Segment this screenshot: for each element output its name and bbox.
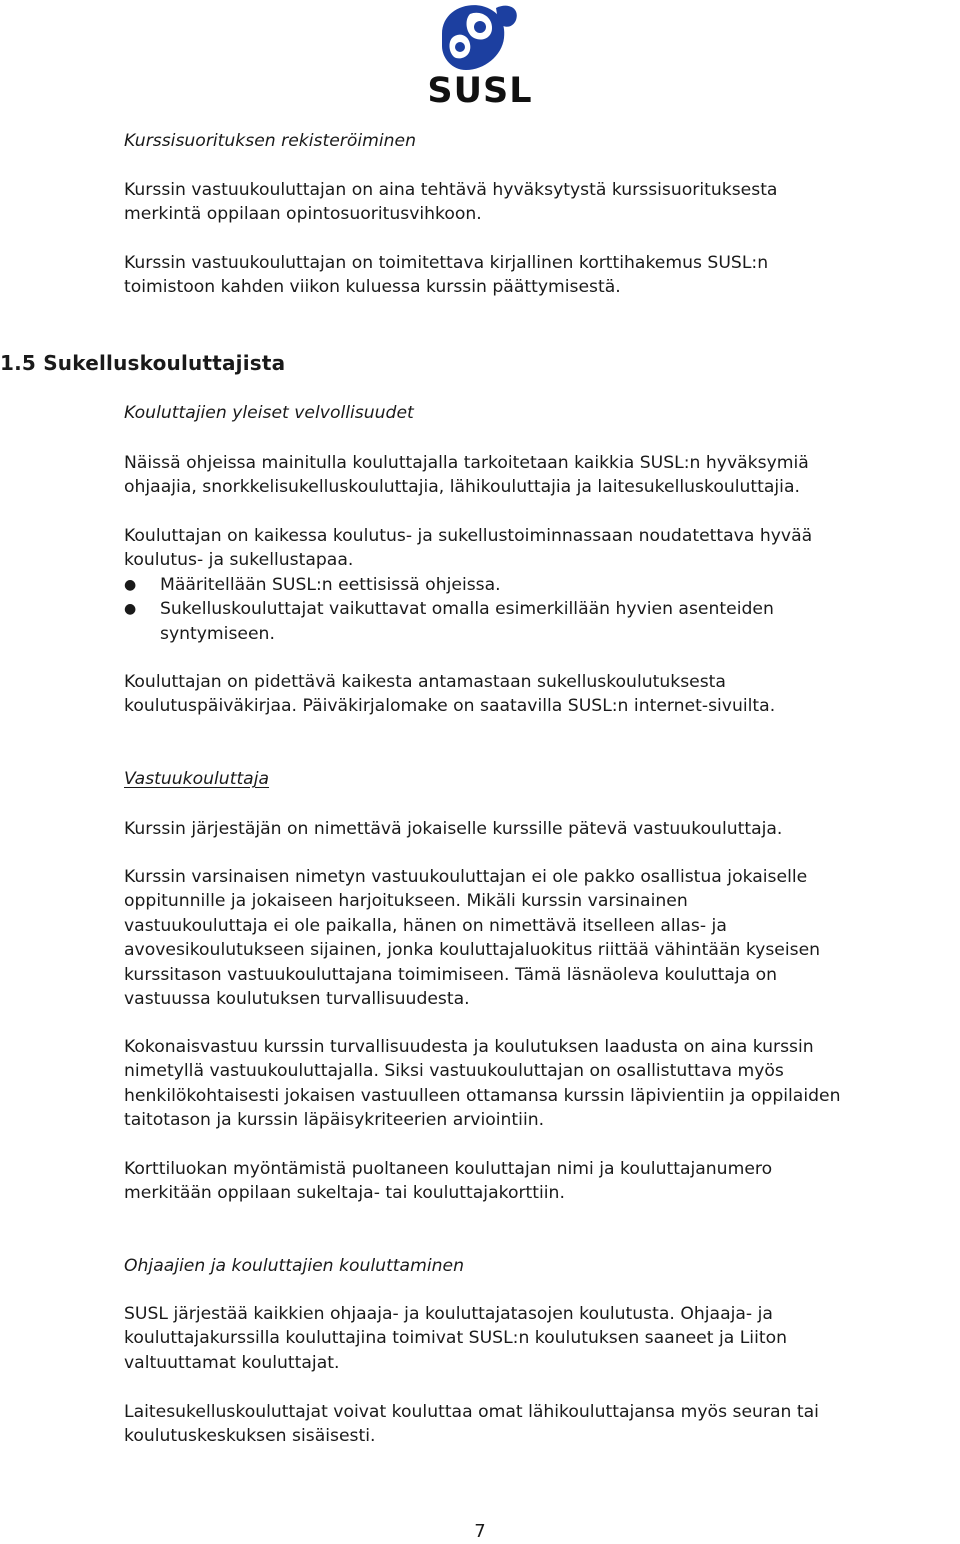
responsible-paragraph-3: Kokonaisvastuu kurssin turvallisuudesta ja koulutuksen laadusta on aina kurssin nimetyllä vastuukouluttajalla. Siksi vastuukouluttajan on osallistuttava myös henkilökohtaisesti jokaisen vastuulleen ottamansa kurssin läpivientiin ja oppilaiden taitotason ja kurssin läpäisykriteerien arviointiin. bbox=[124, 1037, 841, 1131]
duties-paragraph-1: Näissä ohjeissa mainitulla kouluttajalla tarkoitetaan kaikkia SUSL:n hyväksymiä ohjaajia, snorkkelisukelluskouluttajia, lähikouluttajia ja laitesukelluskouluttajia. bbox=[124, 453, 809, 498]
duties-heading: Kouluttajien yleiset velvollisuudet bbox=[124, 403, 414, 423]
chapter-heading: 1.5 Sukelluskouluttajista bbox=[0, 351, 286, 375]
bullet-item bbox=[124, 597, 774, 646]
duties-paragraph-3: Kouluttajan on pidettävä kaikesta antamastaan sukelluskoulutuksesta koulutuspäiväkirjaa. Päiväkirjalomake on saatavilla SUSL:n internet-sivuilta. bbox=[124, 672, 776, 717]
responsible-paragraph-1: Kurssin järjestäjän on nimettävä jokaiselle kurssille pätevä vastuukouluttaja. bbox=[124, 819, 783, 839]
bullet-dot-icon: ● bbox=[124, 577, 137, 593]
duties-bullet-list bbox=[124, 573, 774, 646]
training-heading: Ohjaajien ja kouluttajien kouluttaminen bbox=[124, 1256, 464, 1276]
responsible-heading: Vastuukouluttaja bbox=[124, 769, 270, 789]
susl-logo-emblem bbox=[412, 0, 548, 80]
registration-paragraph-2: Kurssin vastuukouluttajan on toimitettava kirjallinen korttihakemus SUSL:n toimistoon kahden viikon kuluessa kurssin päättymisestä. bbox=[124, 253, 769, 298]
page-number: 7 bbox=[474, 1521, 486, 1542]
logo-wordmark: SUSL bbox=[427, 71, 533, 111]
responsible-paragraph-2: Kurssin varsinaisen nimetyn vastuukouluttajan ei ole pakko osallistua jokaiselle oppitunnille ja jokaiseen harjoitukseen. Mikäli kurssin varsinainen vastuukouluttaja ei ole paikalla, hänen on nimettävä itselleen allas- ja avovesikoulutukseen sijainen, jonka kouluttajaluokitus riittää vähintään kyseisen kurssitason vastuukouluttajana toimimiseen. Tämä läsnäoleva kouluttaja on vastuussa koulutuksen turvallisuudesta. bbox=[124, 867, 821, 1010]
bullet-dot-icon: ● bbox=[124, 601, 137, 618]
responsible-paragraph-4: Korttiluokan myöntämistä puoltaneen kouluttajan nimi ja kouluttajanumero merkitään oppilaan sukeltaja- tai kouluttajakorttiin. bbox=[124, 1159, 773, 1204]
duties-paragraph-2: Kouluttajan on kaikessa koulutus- ja sukellustoiminnassaan noudatettava hyvää koulutus- ja sukellustapaa. bbox=[124, 526, 813, 571]
training-paragraph-1: SUSL järjestää kaikkien ohjaaja- ja kouluttajatasojen koulutusta. Ohjaaja- ja kouluttajakurssilla kouluttajina toimivat SUSL:n koulutuksen saaneet ja Liiton valtuuttamat kouluttajat. bbox=[124, 1304, 787, 1373]
registration-heading: Kurssisuorituksen rekisteröiminen bbox=[124, 131, 417, 151]
bullet-item bbox=[124, 573, 774, 597]
bullet-text: Määritellään SUSL:n eettisissä ohjeissa. bbox=[160, 575, 501, 595]
registration-paragraph-1: Kurssin vastuukouluttajan on aina tehtävä hyväksytystä kurssisuorituksesta merkintä oppilaan opintosuoritusvihkoon. bbox=[124, 180, 778, 225]
susl-logo bbox=[412, 0, 548, 111]
bullet-text: Sukelluskouluttajat vaikuttavat omalla esimerkillään hyvien asenteiden syntymiseen. bbox=[160, 599, 774, 644]
training-paragraph-2: Laitesukelluskouluttajat voivat kouluttaa omat lähikouluttajansa myös seuran tai koulutuskeskuksen sisäisesti. bbox=[124, 1402, 819, 1447]
